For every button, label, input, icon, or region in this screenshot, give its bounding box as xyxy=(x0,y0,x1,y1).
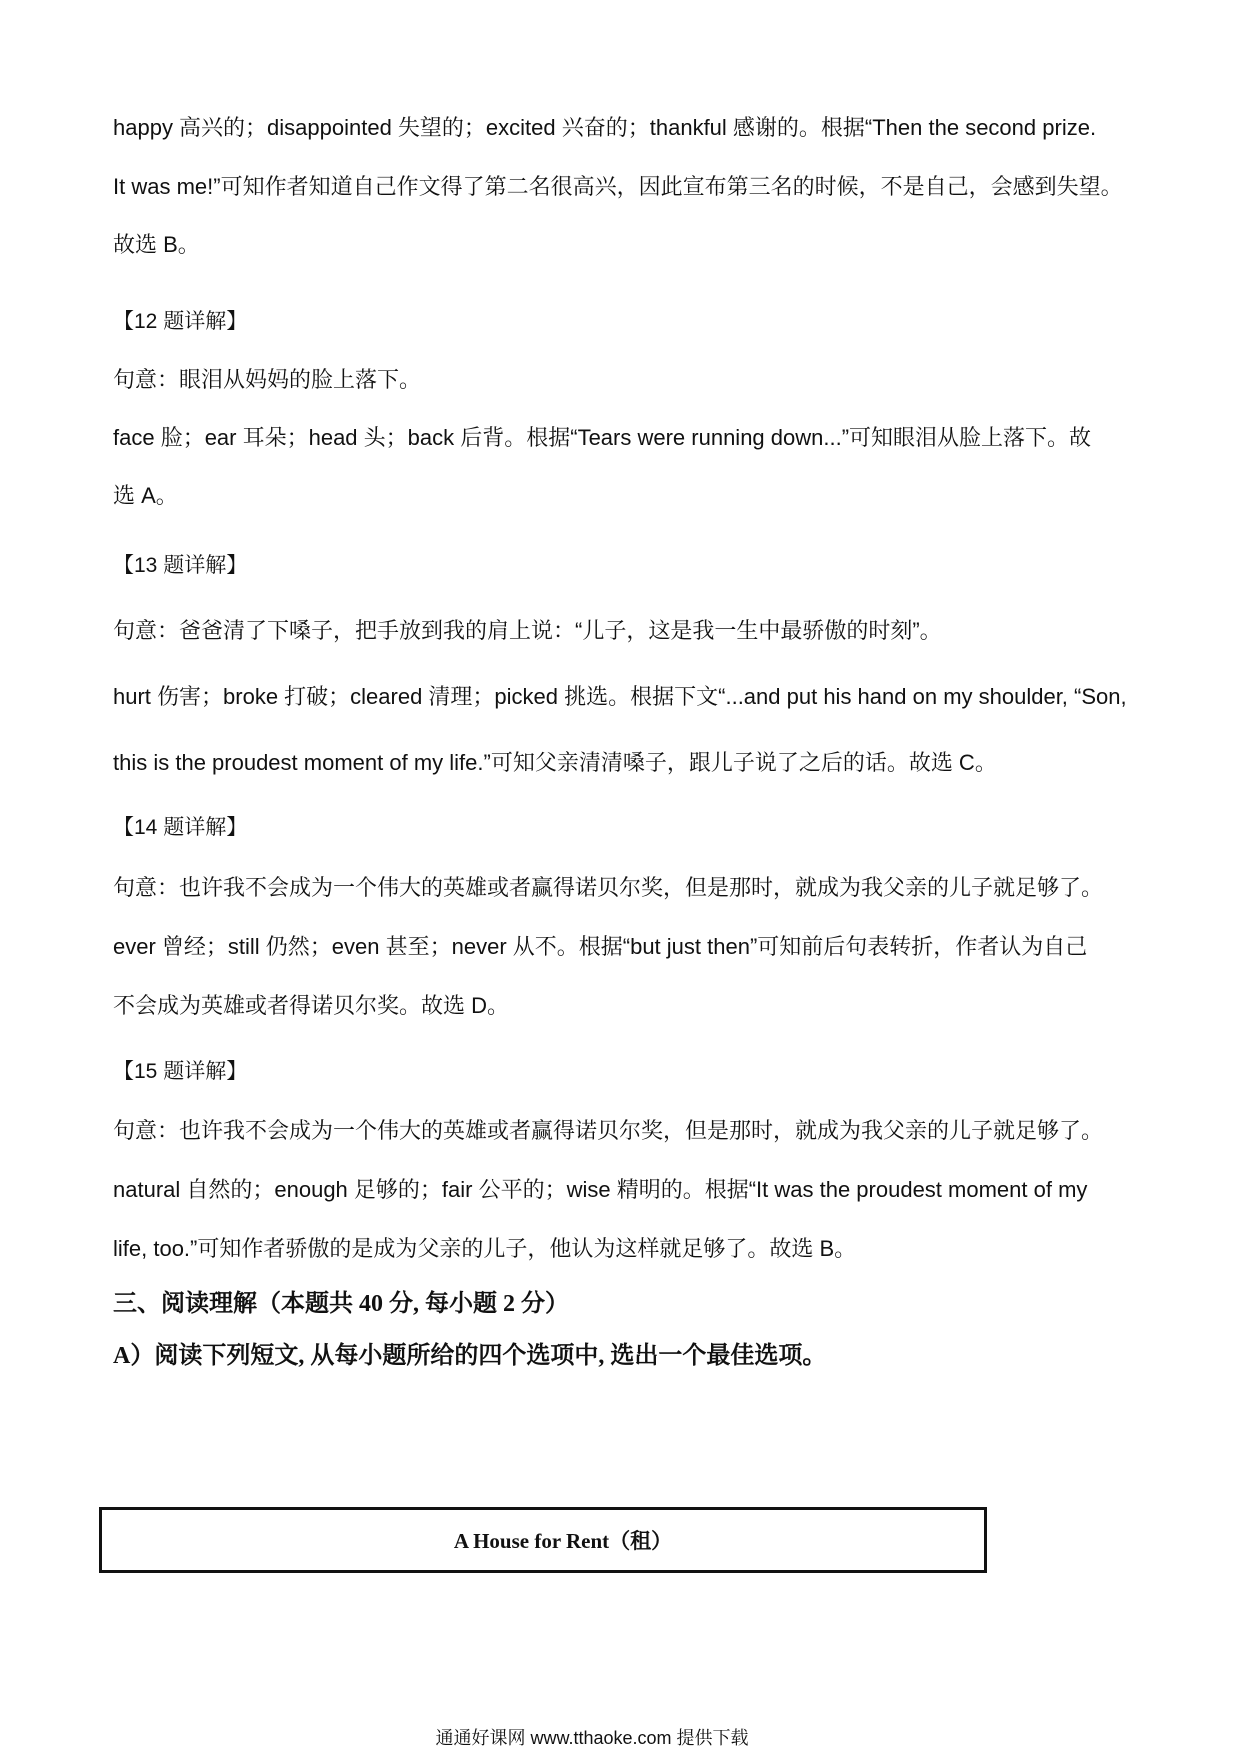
text-line: 故选 B。 xyxy=(113,232,200,257)
text-line: 不会成为英雄或者得诺贝尔奖。故选 D。 xyxy=(113,993,510,1018)
text-line: natural 自然的；enough 足够的；fair 公平的；wise 精明的。根据“It was the proudest moment of my xyxy=(113,1177,1088,1202)
text-line: ever 曾经；still 仍然；even 甚至；never 从不。根据“but just then”可知前后句表转折，作者认为自己 xyxy=(113,934,1088,959)
section-heading: 三、阅读理解（本题共 40 分, 每小题 2 分） xyxy=(113,1291,569,1317)
section-instruction: A）阅读下列短文, 从每小题所给的四个选项中, 选出一个最佳选项。 xyxy=(113,1343,827,1369)
text-line: 句意：爸爸清了下嗓子，把手放到我的肩上说：“儿子，这是我一生中最骄傲的时刻”。 xyxy=(113,618,942,643)
text-line: face 脸；ear 耳朵；head 头；back 后背。根据“Tears were running down...”可知眼泪从脸上落下。故 xyxy=(113,425,1092,450)
text-line: 句意：眼泪从妈妈的脸上落下。 xyxy=(113,367,422,392)
question-12-heading: 【12 题详解】 xyxy=(113,310,248,333)
text-line: life, too.”可知作者骄傲的是成为父亲的儿子，他认为这样就足够了。故选 B。 xyxy=(113,1236,857,1261)
question-14-heading: 【14 题详解】 xyxy=(113,816,248,839)
text-line: happy 高兴的；disappointed 失望的；excited 兴奋的；thankful 感谢的。根据“Then the second prize. xyxy=(113,115,1097,140)
rent-title: A House for Rent（租） xyxy=(453,1529,673,1553)
text-line: this is the proudest moment of my life.”可知父亲清清嗓子，跟儿子说了之后的话。故选 C。 xyxy=(113,750,997,775)
text-line: 句意：也许我不会成为一个伟大的英雄或者赢得诺贝尔奖，但是那时，就成为我父亲的儿子就足够了。 xyxy=(113,1118,1104,1143)
text-line: 选 A。 xyxy=(113,483,178,508)
text-line: hurt 伤害；broke 打破；cleared 清理；picked 挑选。根据下文“...and put his hand on my shoulder, “Son, xyxy=(113,684,1127,709)
question-13-heading: 【13 题详解】 xyxy=(113,554,248,577)
text-line: It was me!”可知作者知道自己作文得了第二名很高兴，因此宣布第三名的时候，不是自己，会感到失望。 xyxy=(113,174,1123,199)
rent-title-box xyxy=(99,1507,987,1573)
page-footer: 通通好课网 www.tthaoke.com 提供下载 xyxy=(435,1728,749,1748)
text-line: 句意：也许我不会成为一个伟大的英雄或者赢得诺贝尔奖，但是那时，就成为我父亲的儿子就足够了。 xyxy=(113,875,1104,900)
question-15-heading: 【15 题详解】 xyxy=(113,1060,248,1083)
